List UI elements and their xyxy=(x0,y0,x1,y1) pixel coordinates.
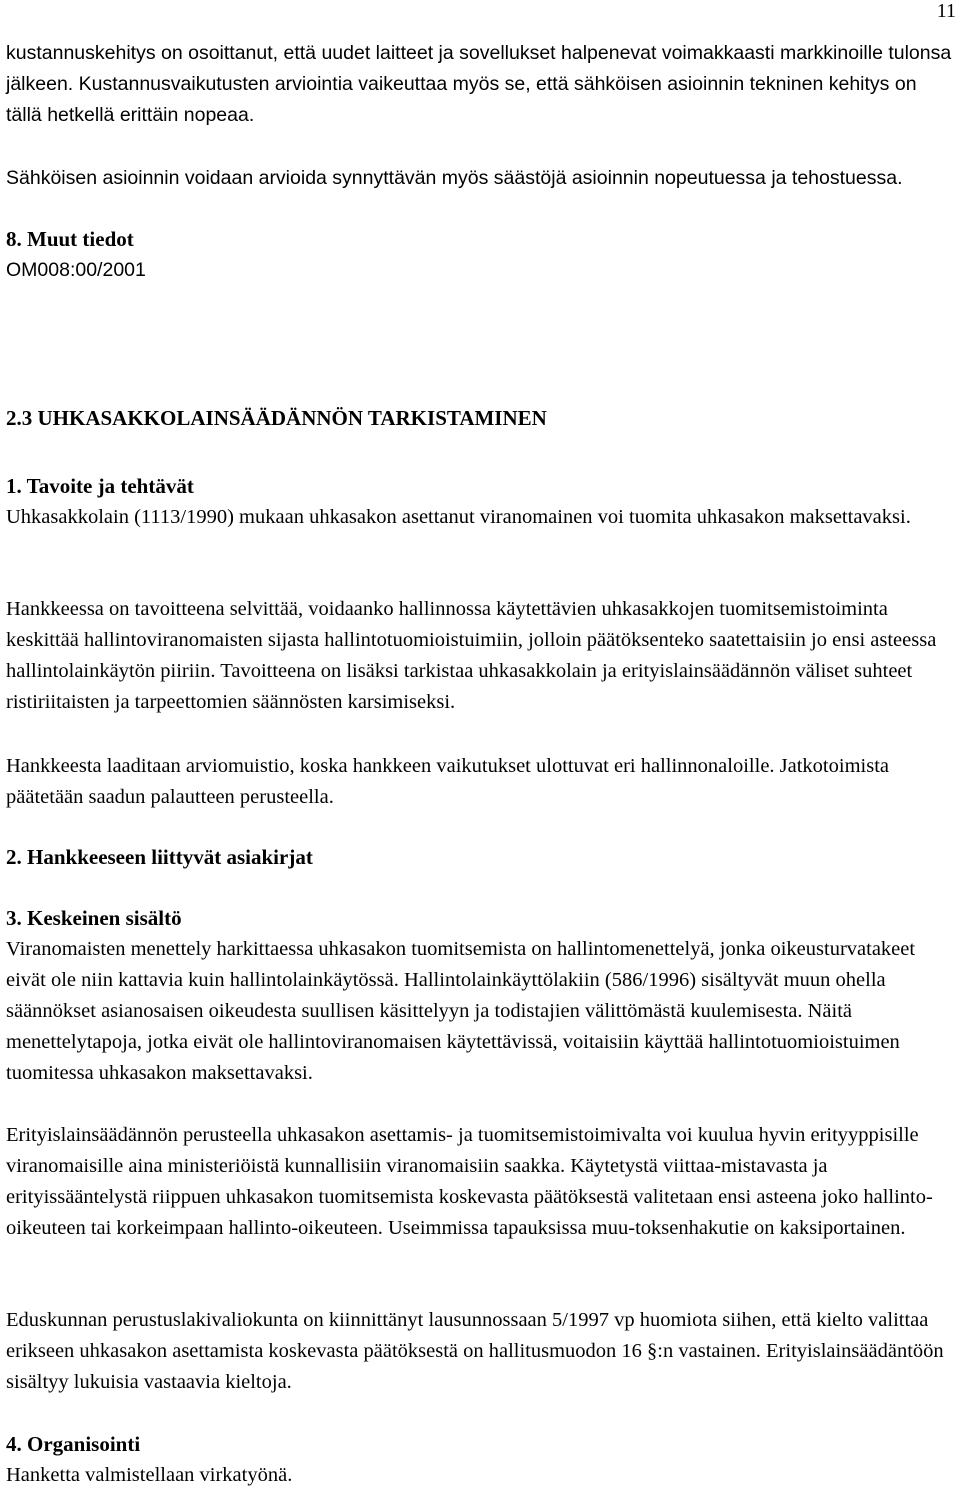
section-1-paragraph-3: Hankkeesta laaditaan arviomuistio, koska hankkeen vaikutukset ulottuvat eri hallinnonaloille. Jatkotoimista päätetään saadun palautteen perusteella. xyxy=(6,755,889,808)
section-1-paragraph-2-block xyxy=(6,594,956,718)
section-1-paragraph-2: Hankkeessa on tavoitteena selvittää, voidaanko hallinnossa käytettävien uhkasakkojen tuomitsemistoiminta keskittää hallintoviranomaisten sijasta hallintotuomioistuimiin, jolloin päätöksenteko saatettaisiin jo ensi asteessa hallintolainkäytön piiriin. Tavoitteena on lisäksi tarkistaa uhkasakkolain ja erityislainsäädännön väliset suhteet ristiriitaisten ja tarpeettomien säännösten karsimiseksi. xyxy=(6,598,937,713)
intro-paragraph-2 xyxy=(6,163,956,194)
project-title: 2.3 UHKASAKKOLAINSÄÄDÄNNÖN TARKISTAMINEN xyxy=(6,406,547,430)
section-3-paragraph-2: Erityislainsäädännön perusteella uhkasakon asettamis- ja tuomitsemistoimivalta voi kuulua hyvin erityyppisille viranomaisille aina ministeriöistä kunnallisiin viranomaisiin saakka. Käytetystä viittaa-mistavasta ja erityissääntelystä riippuen uhkasakon tuomitsemista koskevasta päätöksestä valitetaan ensi asteena joko hallinto-oikeuteen tai korkeimpaan hallinto-oikeuteen. Useimmissa tapauksissa muu-toksenhakutie on kaksiportainen. xyxy=(6,1124,933,1239)
page-number: 11 xyxy=(936,0,956,22)
intro-text-1: kustannuskehitys on osoittanut, että uudet laitteet ja sovellukset halpenevat voimakkaasti markkinoille tulonsa jälkeen. Kustannusvaikutusten arviointia vaikeuttaa myös se, että sähköisen asioinnin tekninen kehitys on tällä hetkellä erittäin nopeaa. xyxy=(6,42,952,126)
section-1 xyxy=(6,471,956,533)
section-3-paragraph-3: Eduskunnan perustuslakivaliokunta on kiinnittänyt lausunnossaan 5/1997 vp huomiota siihen, että kielto valittaa erikseen uhkasakon asettamista koskevasta päätöksestä on hallitusmuodon 16 §:n vastainen. Erityislainsäädäntöön sisältyy lukuisia vastaavia kieltoja. xyxy=(6,1309,944,1393)
section-1-paragraph-3-block xyxy=(6,751,956,813)
section-4-heading: 4. Organisointi xyxy=(6,1432,141,1456)
section-8-code: OM008:00/2001 xyxy=(6,259,146,281)
project-title-block xyxy=(6,403,956,434)
section-4-paragraph-1: Hanketta valmistellaan virkatyönä. xyxy=(6,1464,293,1486)
section-2-heading: 2. Hankkeeseen liittyvät asiakirjat xyxy=(6,845,313,869)
section-3 xyxy=(6,903,956,1089)
section-2 xyxy=(6,842,956,873)
section-1-heading: 1. Tavoite ja tehtävät xyxy=(6,474,194,498)
section-3-paragraph-2-block xyxy=(6,1120,956,1244)
section-8-heading: 8. Muut tiedot xyxy=(6,227,134,251)
intro-paragraph-1 xyxy=(6,38,956,131)
section-3-paragraph-1: Viranomaisten menettely harkittaessa uhkasakon tuomitsemista on hallintomenettelyä, jonka oikeusturvatakeet eivät ole niin kattavia kuin hallintolainkäytössä. Hallintolainkäyttölakiin (586/1996) sisältyvät muun ohella säännökset asianosaisen oikeudesta suullisen käsittelyyn ja todistajien välittömästä kuulemisesta. Näitä menettelytapoja, jotka eivät ole hallintoviranomaisen käytettävissä, voitaisiin käyttää hallintotuomioistuimen tuomitessa uhkasakon maksettavaksi. xyxy=(6,938,916,1084)
section-1-paragraph-1: Uhkasakkolain (1113/1990) mukaan uhkasakon asettanut viranomainen voi tuomita uhkasakon maksettavaksi. xyxy=(6,506,911,528)
intro-text-2: Sähköisen asioinnin voidaan arvioida synnyttävän myös säästöjä asioinnin nopeutuessa ja tehostuessa. xyxy=(6,167,903,189)
section-8 xyxy=(6,224,956,286)
section-3-paragraph-3-block xyxy=(6,1305,956,1398)
section-4 xyxy=(6,1429,956,1491)
section-3-heading: 3. Keskeinen sisältö xyxy=(6,906,182,930)
